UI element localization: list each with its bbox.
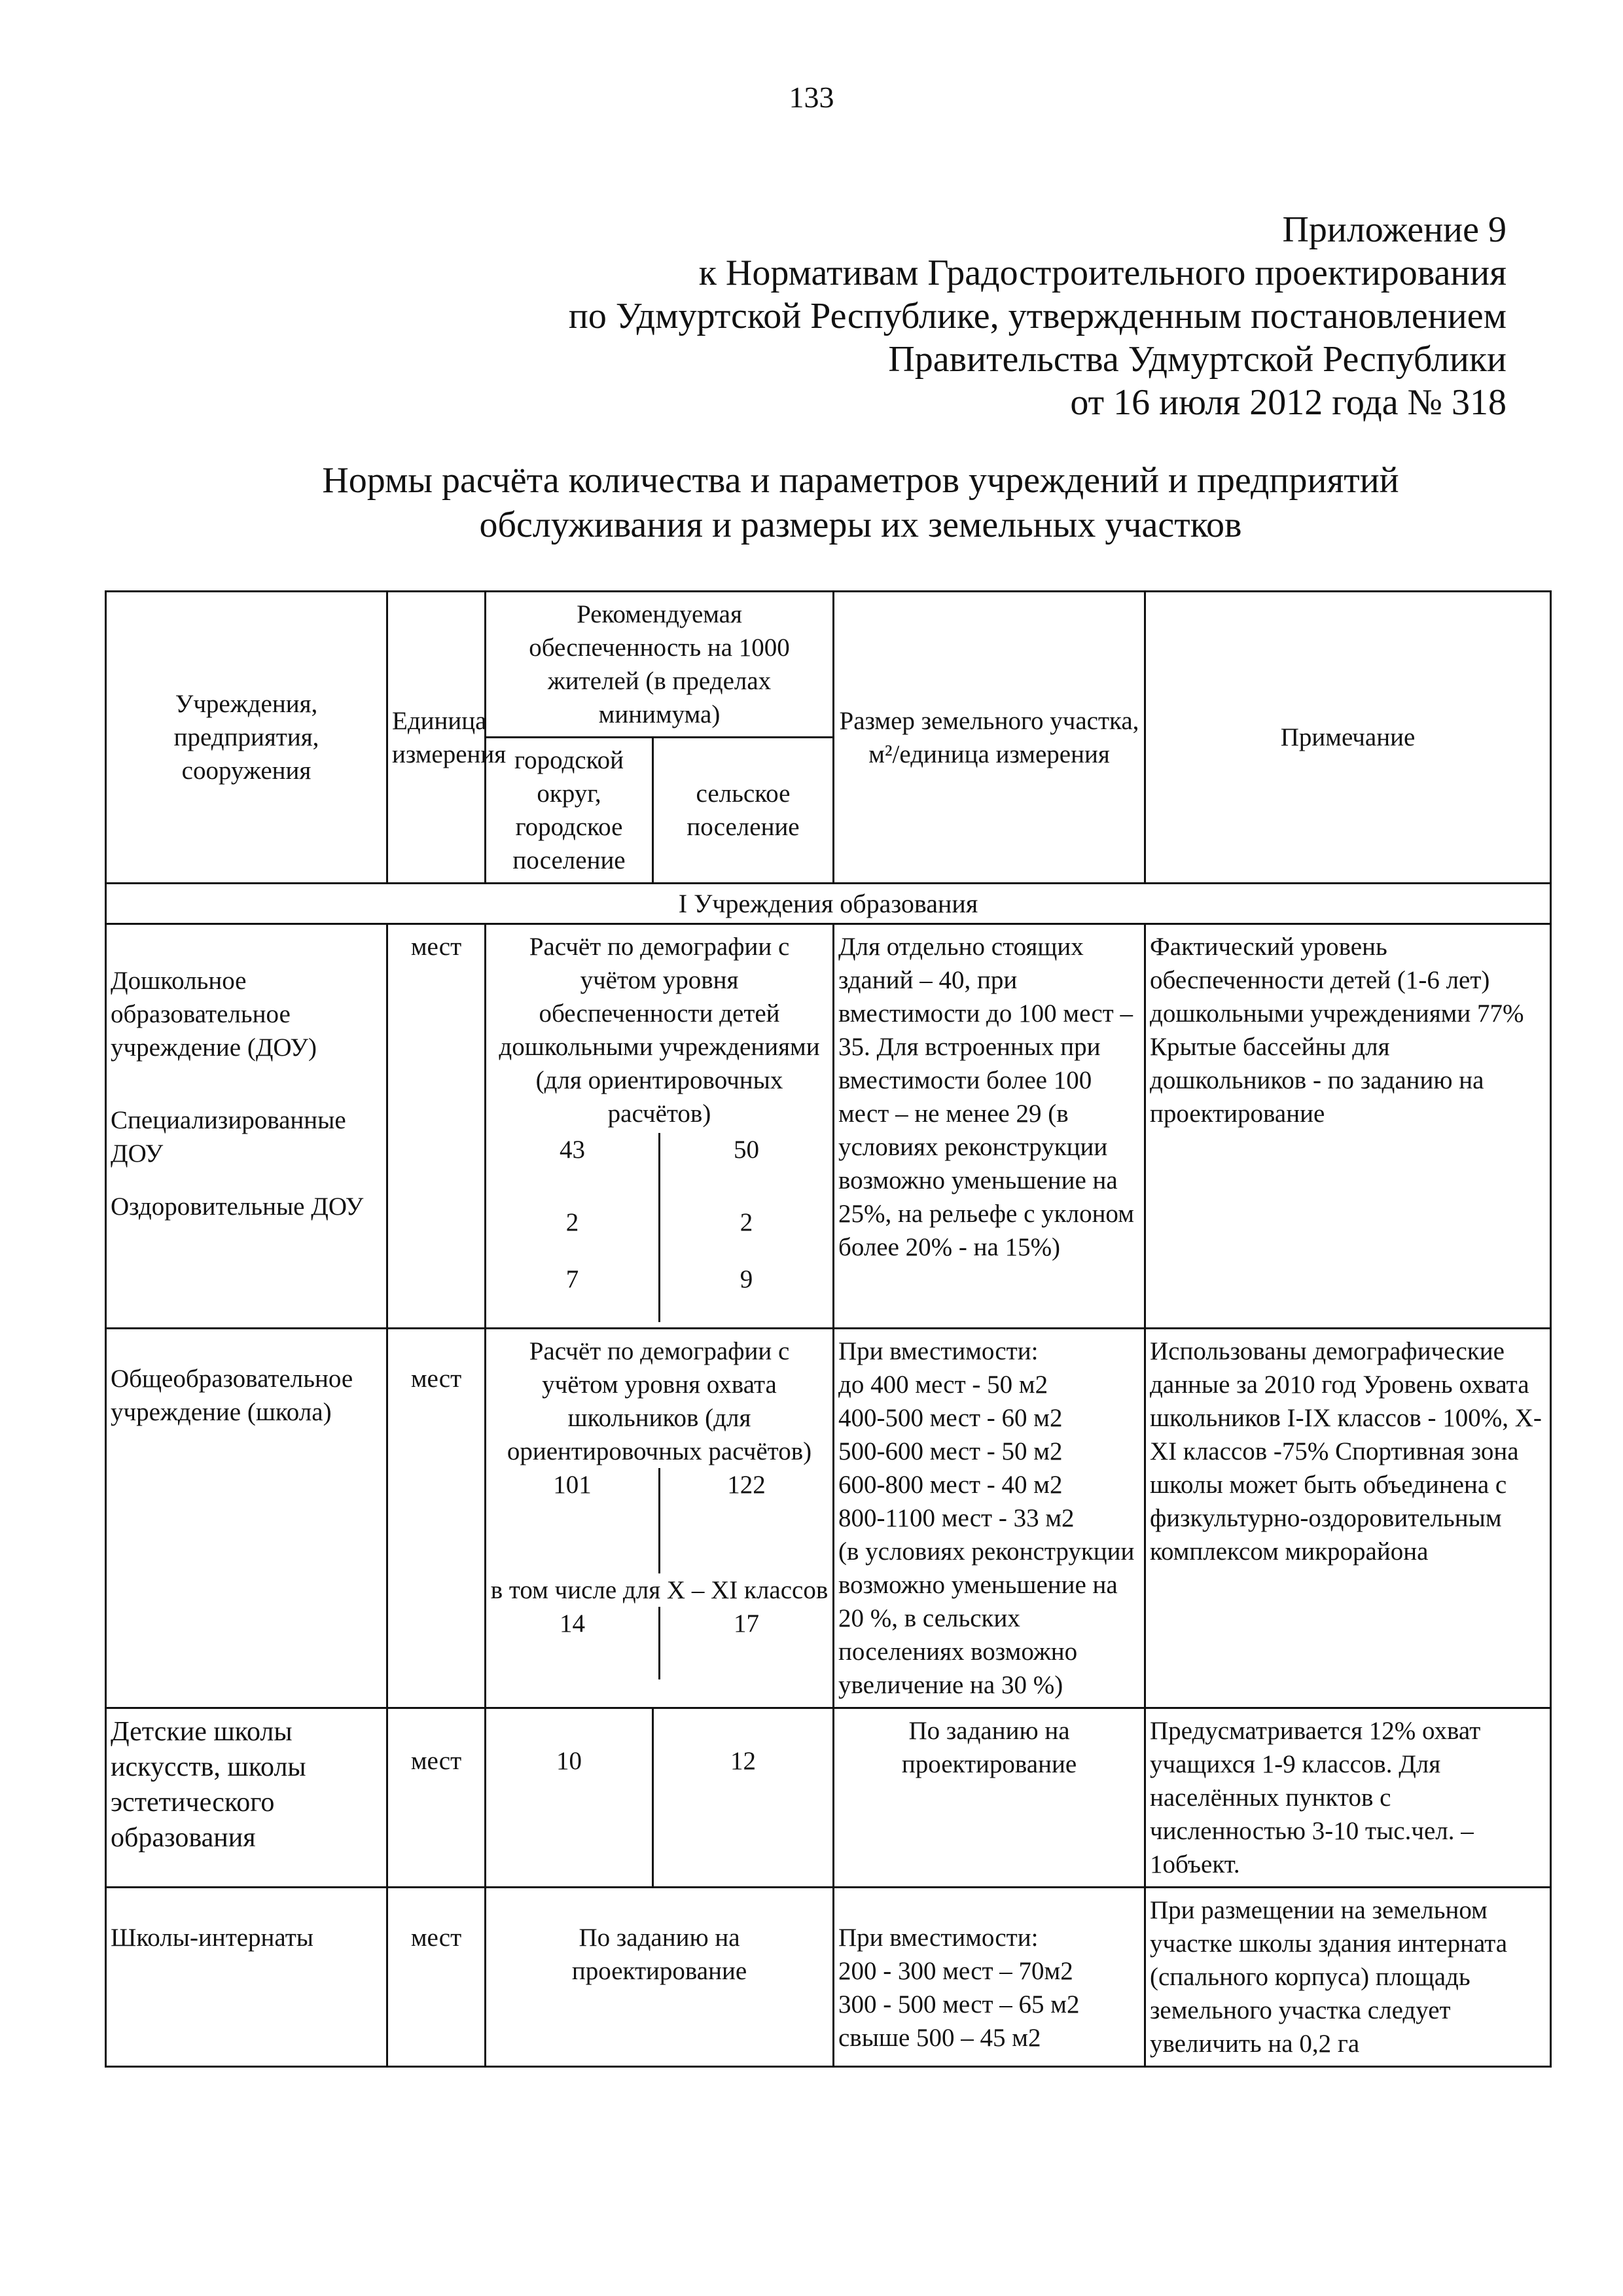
school-provision-text: Расчёт по демографии с учётом уровня охвата школьников (для ориентировочных расчётов): [507, 1337, 812, 1465]
boarding-note: При размещении на земельном участке школы здания интерната (спального корпуса) площадь земельного участка следует увеличить на 0,2 га: [1145, 1888, 1551, 2067]
school-incl-values: [486, 1607, 832, 1679]
header-urban: городской округ, городское поселение: [486, 738, 653, 884]
school-note: Использованы демографические данные за 2010 год Уровень охвата школьников I-IX классов - 100%, X-XI классов -75% Спортивная зона школы может быть объединена с физкультурно-оздоровительным комплексом микрорайона: [1145, 1329, 1551, 1708]
dou-name-2: Специализированные ДОУ: [111, 1106, 346, 1168]
school-plot-item: 800-1100 мест - 33 м2: [838, 1504, 1075, 1532]
school-value-rural: 122: [658, 1468, 832, 1573]
dou-values-2: [486, 1166, 832, 1239]
title-line-1: Нормы расчёта количества и параметров учреждений и предприятий: [322, 460, 1399, 501]
school-value-urban: 101: [553, 1471, 592, 1499]
dou-values-1: [486, 1133, 832, 1166]
appendix-line-1: Приложение 9: [1282, 209, 1507, 250]
art-unit-cell: [387, 1708, 486, 1888]
school-plot-item: 600-800 мест - 40 м2: [838, 1471, 1063, 1499]
dou-values-3: [486, 1239, 832, 1322]
dou-value-1-urban: 43: [560, 1136, 585, 1164]
art-value-rural: 12: [730, 1747, 756, 1775]
dou-provision-text: Расчёт по демографии с учётом уровня обеспеченности детей дошкольными учреждениями (для ориентировочных расчётов): [499, 933, 820, 1128]
boarding-provision-cell: [486, 1888, 834, 2067]
boarding-provision: По заданию на проектирование: [571, 1924, 747, 1985]
dou-value-3-rural: 9: [658, 1239, 832, 1322]
boarding-name: Школы-интернаты: [111, 1924, 313, 1952]
art-plot-size: По заданию на проектирование: [834, 1708, 1145, 1888]
boarding-unit: мест: [410, 1924, 462, 1952]
school-name: [106, 1329, 387, 1708]
school-plot-size: [834, 1329, 1145, 1708]
section-title: I Учреждения образования: [106, 884, 1551, 924]
boarding-plot-item: 300 - 500 мест – 65 м2: [838, 1990, 1080, 2018]
section-row: [106, 884, 1551, 924]
school-values: [486, 1468, 832, 1573]
table-row-art-schools: [106, 1708, 1551, 1888]
art-urban-cell: [486, 1708, 653, 1888]
header-rural: сельское поселение: [653, 738, 834, 884]
school-plot-item: 500-600 мест - 50 м2: [838, 1437, 1063, 1465]
boarding-plot-item: 200 - 300 мест – 70м2: [838, 1957, 1073, 1985]
table-header-row: [106, 592, 1551, 738]
dou-name-1: Дошкольное образовательное учреждение (ДОУ): [111, 967, 317, 1062]
table-row-school: [106, 1329, 1551, 1708]
header-provision: Рекомендуемая обеспеченность на 1000 жителей (в пределах минимума): [486, 592, 834, 738]
dou-unit: мест: [387, 924, 486, 1329]
document-title: [164, 458, 1558, 547]
art-name: Детские школы искусств, школы эстетического образования: [106, 1708, 387, 1888]
table-row-dou: [106, 924, 1551, 1329]
header-note: Примечание: [1145, 592, 1551, 884]
appendix-line-2: к Нормативам Градостроительного проектирования: [698, 253, 1507, 293]
appendix-line-5: от 16 июля 2012 года № 318: [1070, 382, 1507, 423]
dou-value-2-rural: 2: [658, 1166, 832, 1239]
school-incl-rural: 17: [658, 1607, 832, 1679]
norms-table: [105, 590, 1552, 2068]
appendix-line-3: по Удмуртской Республике, утвержденным постановлением: [568, 296, 1507, 336]
school-plot-tail: (в условиях реконструкции возможно уменьшение на 20 %, в сельских поселениях возможно увеличение на 30 %): [838, 1537, 1135, 1699]
art-rural-cell: [653, 1708, 834, 1888]
boarding-plot-head: При вместимости:: [838, 1924, 1039, 1952]
dou-value-2-urban: 2: [565, 1208, 579, 1236]
header-unit: Единица измерения: [387, 592, 486, 884]
dou-plot-size: Для отдельно стоящих зданий – 40, при вместимости до 100 мест – 35. Для встроенных при вместимости более 100 мест – не менее 29 (в условиях реконструкции возможно уменьшение на 25%, на рельефе с уклоном более 20% - на 15%): [834, 924, 1145, 1329]
dou-names-cell: [106, 924, 387, 1329]
art-note: Предусматривается 12% охват учащихся 1-9 классов. Для населённых пунктов с численностью 3-10 тыс.чел. – 1объект.: [1145, 1708, 1551, 1888]
header-plot-size: Размер земельного участка, м²/единица измерения: [834, 592, 1145, 884]
boarding-name-cell: [106, 1888, 387, 2067]
art-value-urban: 10: [556, 1747, 582, 1775]
table-row-boarding-schools: [106, 1888, 1551, 2067]
appendix-header: [329, 208, 1507, 424]
dou-value-1-rural: 50: [658, 1133, 832, 1166]
school-incl-text: в том числе для X – XI классов: [490, 1576, 829, 1604]
dou-name-3: Оздоровительные ДОУ: [111, 1193, 364, 1221]
school-plot-item: до 400 мест - 50 м2: [838, 1371, 1048, 1399]
dou-provision-cell: [486, 924, 834, 1329]
school-name-text: Общеобразовательное учреждение (школа): [111, 1365, 353, 1426]
school-plot-head: При вместимости:: [838, 1337, 1039, 1365]
dou-note: Фактический уровень обеспеченности детей (1-6 лет) дошкольными учреждениями 77% Крытые бассейны для дошкольников - по заданию на проектирование: [1145, 924, 1551, 1329]
title-line-2: обслуживания и размеры их земельных участков: [479, 505, 1242, 545]
boarding-plot-size: [834, 1888, 1145, 2067]
boarding-unit-cell: [387, 1888, 486, 2067]
page-number: 133: [789, 81, 834, 114]
header-institution: Учреждения, предприятия, сооружения: [106, 592, 387, 884]
dou-value-3-urban: 7: [565, 1265, 579, 1293]
school-unit-cell: [387, 1329, 486, 1708]
boarding-plot-item: свыше 500 – 45 м2: [838, 2024, 1041, 2052]
school-unit: мест: [410, 1365, 462, 1393]
school-plot-item: 400-500 мест - 60 м2: [838, 1404, 1063, 1432]
school-provision-cell: [486, 1329, 834, 1708]
art-unit: мест: [410, 1747, 462, 1775]
appendix-line-4: Правительства Удмуртской Республики: [888, 339, 1507, 380]
school-incl-urban: 14: [560, 1609, 585, 1638]
